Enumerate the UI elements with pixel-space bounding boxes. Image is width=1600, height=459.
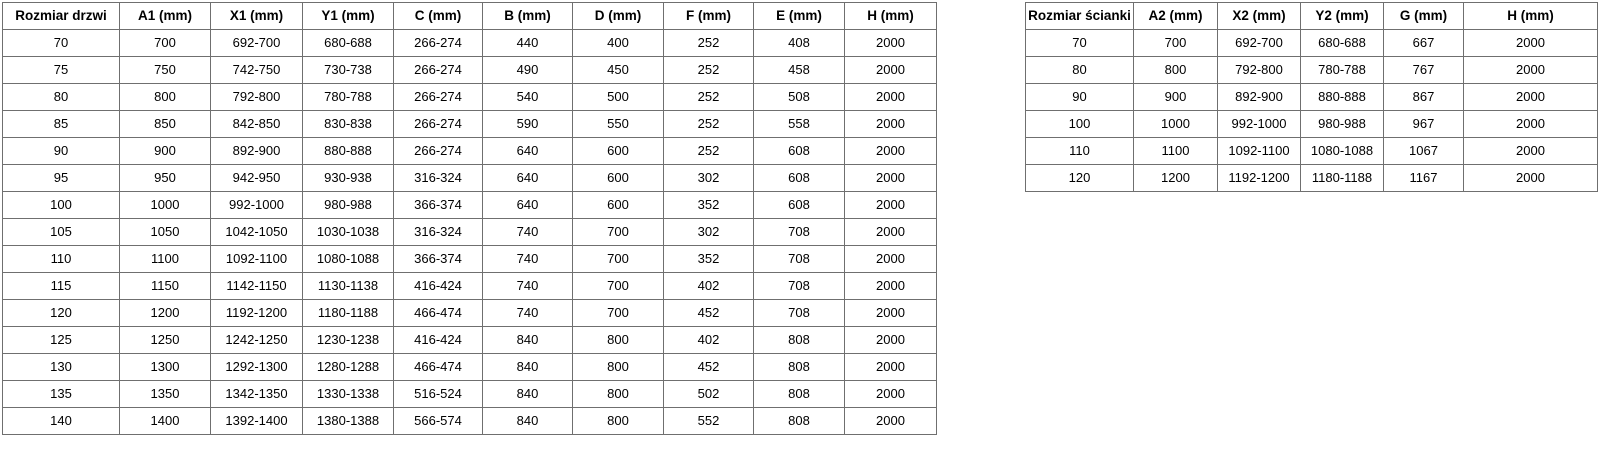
column-header: Rozmiar drzwi (3, 3, 120, 30)
table-cell: 316-324 (394, 219, 483, 246)
table-cell: 740 (483, 246, 573, 273)
table-cell: 800 (573, 381, 664, 408)
table-cell: 452 (664, 300, 754, 327)
table-cell: 140 (3, 408, 120, 435)
table-cell: 1192-1200 (211, 300, 303, 327)
table-cell: 95 (3, 165, 120, 192)
table-cell: 892-900 (211, 138, 303, 165)
table-cell: 452 (664, 354, 754, 381)
table-row (3, 327, 937, 354)
table-row (3, 354, 937, 381)
table-cell: 1342-1350 (211, 381, 303, 408)
column-header: X1 (mm) (211, 3, 303, 30)
table-cell: 1130-1138 (303, 273, 394, 300)
table-row (3, 246, 937, 273)
column-header: Y2 (mm) (1301, 3, 1384, 30)
table-cell: 2000 (1464, 30, 1598, 57)
table-row (1026, 165, 1598, 192)
table-cell: 930-938 (303, 165, 394, 192)
column-header: D (mm) (573, 3, 664, 30)
table-cell: 640 (483, 138, 573, 165)
table-cell: 1400 (120, 408, 211, 435)
table-cell: 302 (664, 165, 754, 192)
table-cell: 2000 (845, 219, 937, 246)
table-cell: 800 (573, 408, 664, 435)
table-cell: 400 (573, 30, 664, 57)
table-cell: 767 (1384, 57, 1464, 84)
table-cell: 1350 (120, 381, 211, 408)
table-cell: 2000 (845, 138, 937, 165)
table-cell: 466-474 (394, 300, 483, 327)
door-table-header (3, 3, 937, 30)
table-cell: 366-374 (394, 192, 483, 219)
table-cell: 808 (754, 408, 845, 435)
table-cell: 2000 (1464, 138, 1598, 165)
table-cell: 120 (1026, 165, 1134, 192)
table-cell: 708 (754, 219, 845, 246)
table-cell: 100 (1026, 111, 1134, 138)
table-cell: 2000 (1464, 165, 1598, 192)
table-cell: 458 (754, 57, 845, 84)
table-cell: 2000 (1464, 57, 1598, 84)
column-header: H (mm) (845, 3, 937, 30)
table-cell: 100 (3, 192, 120, 219)
table-cell: 2000 (845, 57, 937, 84)
table-cell: 700 (120, 30, 211, 57)
door-table-body (3, 30, 937, 435)
table-cell: 1200 (120, 300, 211, 327)
table-cell: 516-524 (394, 381, 483, 408)
table-cell: 450 (573, 57, 664, 84)
table-cell: 1280-1288 (303, 354, 394, 381)
table-cell: 840 (483, 327, 573, 354)
table-cell: 608 (754, 165, 845, 192)
table-cell: 252 (664, 30, 754, 57)
table-cell: 2000 (845, 111, 937, 138)
table-cell: 85 (3, 111, 120, 138)
table-cell: 135 (3, 381, 120, 408)
table-cell: 1092-1100 (1218, 138, 1301, 165)
table-cell: 1392-1400 (211, 408, 303, 435)
table-cell: 120 (3, 300, 120, 327)
table-cell: 125 (3, 327, 120, 354)
table-row (3, 138, 937, 165)
table-cell: 808 (754, 327, 845, 354)
table-cell: 550 (573, 111, 664, 138)
table-cell: 942-950 (211, 165, 303, 192)
column-header: X2 (mm) (1218, 3, 1301, 30)
table-cell: 90 (3, 138, 120, 165)
table-cell: 508 (754, 84, 845, 111)
table-row (1026, 57, 1598, 84)
table-cell: 867 (1384, 84, 1464, 111)
column-header: A2 (mm) (1134, 3, 1218, 30)
table-cell: 740 (483, 219, 573, 246)
table-cell: 700 (573, 300, 664, 327)
table-cell: 566-574 (394, 408, 483, 435)
table-cell: 90 (1026, 84, 1134, 111)
table-cell: 708 (754, 246, 845, 273)
table-cell: 600 (573, 165, 664, 192)
table-cell: 316-324 (394, 165, 483, 192)
table-cell: 2000 (845, 246, 937, 273)
table-cell: 266-274 (394, 138, 483, 165)
table-cell: 252 (664, 57, 754, 84)
header-row (3, 3, 937, 30)
table-cell: 2000 (845, 30, 937, 57)
table-row (1026, 30, 1598, 57)
table-row (3, 57, 937, 84)
table-cell: 266-274 (394, 111, 483, 138)
table-cell: 600 (573, 192, 664, 219)
table-cell: 700 (1134, 30, 1218, 57)
table-cell: 466-474 (394, 354, 483, 381)
table-cell: 266-274 (394, 30, 483, 57)
table-cell: 1042-1050 (211, 219, 303, 246)
table-cell: 1330-1338 (303, 381, 394, 408)
table-cell: 115 (3, 273, 120, 300)
table-cell: 1142-1150 (211, 273, 303, 300)
table-cell: 880-888 (303, 138, 394, 165)
table-cell: 800 (573, 354, 664, 381)
table-cell: 1092-1100 (211, 246, 303, 273)
table-cell: 667 (1384, 30, 1464, 57)
table-cell: 700 (573, 273, 664, 300)
table-cell: 75 (3, 57, 120, 84)
table-cell: 552 (664, 408, 754, 435)
table-cell: 730-738 (303, 57, 394, 84)
table-row (3, 192, 937, 219)
table-row (3, 30, 937, 57)
table-cell: 2000 (845, 165, 937, 192)
door-size-table (2, 2, 937, 435)
table-cell: 700 (573, 246, 664, 273)
table-cell: 110 (1026, 138, 1134, 165)
table-cell: 402 (664, 327, 754, 354)
column-header: C (mm) (394, 3, 483, 30)
table-cell: 266-274 (394, 57, 483, 84)
table-cell: 950 (120, 165, 211, 192)
table-cell: 1250 (120, 327, 211, 354)
table-cell: 850 (120, 111, 211, 138)
table-cell: 2000 (845, 327, 937, 354)
table-cell: 1180-1188 (303, 300, 394, 327)
table-cell: 808 (754, 354, 845, 381)
table-cell: 640 (483, 192, 573, 219)
table-row (3, 165, 937, 192)
table-cell: 680-688 (1301, 30, 1384, 57)
table-cell: 967 (1384, 111, 1464, 138)
table-cell: 608 (754, 192, 845, 219)
table-cell: 800 (120, 84, 211, 111)
column-header: G (mm) (1384, 3, 1464, 30)
table-cell: 880-888 (1301, 84, 1384, 111)
table-cell: 1167 (1384, 165, 1464, 192)
table-cell: 750 (120, 57, 211, 84)
table-cell: 352 (664, 192, 754, 219)
table-cell: 105 (3, 219, 120, 246)
table-cell: 490 (483, 57, 573, 84)
table-cell: 408 (754, 30, 845, 57)
table-row (3, 381, 937, 408)
table-cell: 1067 (1384, 138, 1464, 165)
table-row (3, 273, 937, 300)
table-cell: 1150 (120, 273, 211, 300)
table-row (3, 84, 937, 111)
column-header: E (mm) (754, 3, 845, 30)
table-cell: 2000 (1464, 84, 1598, 111)
table-cell: 992-1000 (211, 192, 303, 219)
table-cell: 740 (483, 300, 573, 327)
table-cell: 2000 (845, 273, 937, 300)
table-cell: 558 (754, 111, 845, 138)
table-cell: 352 (664, 246, 754, 273)
table-cell: 830-838 (303, 111, 394, 138)
table-row (1026, 84, 1598, 111)
table-cell: 70 (3, 30, 120, 57)
table-cell: 1242-1250 (211, 327, 303, 354)
table-cell: 80 (3, 84, 120, 111)
table-cell: 2000 (845, 381, 937, 408)
table-row (3, 219, 937, 246)
table-cell: 500 (573, 84, 664, 111)
table-cell: 1230-1238 (303, 327, 394, 354)
table-cell: 692-700 (1218, 30, 1301, 57)
table-cell: 840 (483, 354, 573, 381)
table-cell: 1292-1300 (211, 354, 303, 381)
table-cell: 792-800 (211, 84, 303, 111)
table-cell: 992-1000 (1218, 111, 1301, 138)
table-cell: 980-988 (1301, 111, 1384, 138)
table-cell: 900 (1134, 84, 1218, 111)
table-cell: 366-374 (394, 246, 483, 273)
table-cell: 1192-1200 (1218, 165, 1301, 192)
table-cell: 742-750 (211, 57, 303, 84)
table-cell: 708 (754, 300, 845, 327)
table-cell: 110 (3, 246, 120, 273)
table-cell: 252 (664, 138, 754, 165)
column-header: F (mm) (664, 3, 754, 30)
table-cell: 1000 (1134, 111, 1218, 138)
table-cell: 2000 (1464, 111, 1598, 138)
table-cell: 708 (754, 273, 845, 300)
table-cell: 842-850 (211, 111, 303, 138)
column-header: Rozmiar ścianki (1026, 3, 1134, 30)
table-cell: 780-788 (1301, 57, 1384, 84)
wall-size-table (1025, 2, 1598, 192)
table-row (3, 111, 937, 138)
table-cell: 1100 (1134, 138, 1218, 165)
table-cell: 780-788 (303, 84, 394, 111)
column-header: H (mm) (1464, 3, 1598, 30)
table-row (1026, 138, 1598, 165)
table-cell: 402 (664, 273, 754, 300)
table-cell: 1200 (1134, 165, 1218, 192)
table-cell: 80 (1026, 57, 1134, 84)
wall-table-body (1026, 30, 1598, 192)
table-cell: 416-424 (394, 327, 483, 354)
table-cell: 1050 (120, 219, 211, 246)
table-cell: 1080-1088 (1301, 138, 1384, 165)
table-row (1026, 111, 1598, 138)
table-cell: 1000 (120, 192, 211, 219)
table-cell: 792-800 (1218, 57, 1301, 84)
column-header: B (mm) (483, 3, 573, 30)
table-cell: 540 (483, 84, 573, 111)
table-cell: 1300 (120, 354, 211, 381)
table-cell: 740 (483, 273, 573, 300)
column-header: A1 (mm) (120, 3, 211, 30)
table-cell: 1180-1188 (1301, 165, 1384, 192)
table-cell: 2000 (845, 408, 937, 435)
table-cell: 680-688 (303, 30, 394, 57)
table-cell: 2000 (845, 84, 937, 111)
table-cell: 252 (664, 111, 754, 138)
table-cell: 416-424 (394, 273, 483, 300)
table-cell: 1380-1388 (303, 408, 394, 435)
table-cell: 266-274 (394, 84, 483, 111)
table-cell: 2000 (845, 192, 937, 219)
table-cell: 808 (754, 381, 845, 408)
table-cell: 70 (1026, 30, 1134, 57)
table-row (3, 408, 937, 435)
table-cell: 640 (483, 165, 573, 192)
table-cell: 892-900 (1218, 84, 1301, 111)
table-cell: 440 (483, 30, 573, 57)
table-row (3, 300, 937, 327)
table-cell: 840 (483, 408, 573, 435)
table-cell: 900 (120, 138, 211, 165)
table-cell: 1100 (120, 246, 211, 273)
table-cell: 600 (573, 138, 664, 165)
table-cell: 980-988 (303, 192, 394, 219)
table-cell: 252 (664, 84, 754, 111)
table-cell: 700 (573, 219, 664, 246)
table-cell: 692-700 (211, 30, 303, 57)
table-cell: 590 (483, 111, 573, 138)
table-cell: 800 (573, 327, 664, 354)
table-cell: 840 (483, 381, 573, 408)
table-cell: 130 (3, 354, 120, 381)
table-cell: 1030-1038 (303, 219, 394, 246)
table-cell: 502 (664, 381, 754, 408)
wall-table-header (1026, 3, 1598, 30)
table-cell: 302 (664, 219, 754, 246)
table-cell: 608 (754, 138, 845, 165)
table-cell: 2000 (845, 300, 937, 327)
column-header: Y1 (mm) (303, 3, 394, 30)
table-cell: 800 (1134, 57, 1218, 84)
header-row (1026, 3, 1598, 30)
table-cell: 2000 (845, 354, 937, 381)
table-cell: 1080-1088 (303, 246, 394, 273)
